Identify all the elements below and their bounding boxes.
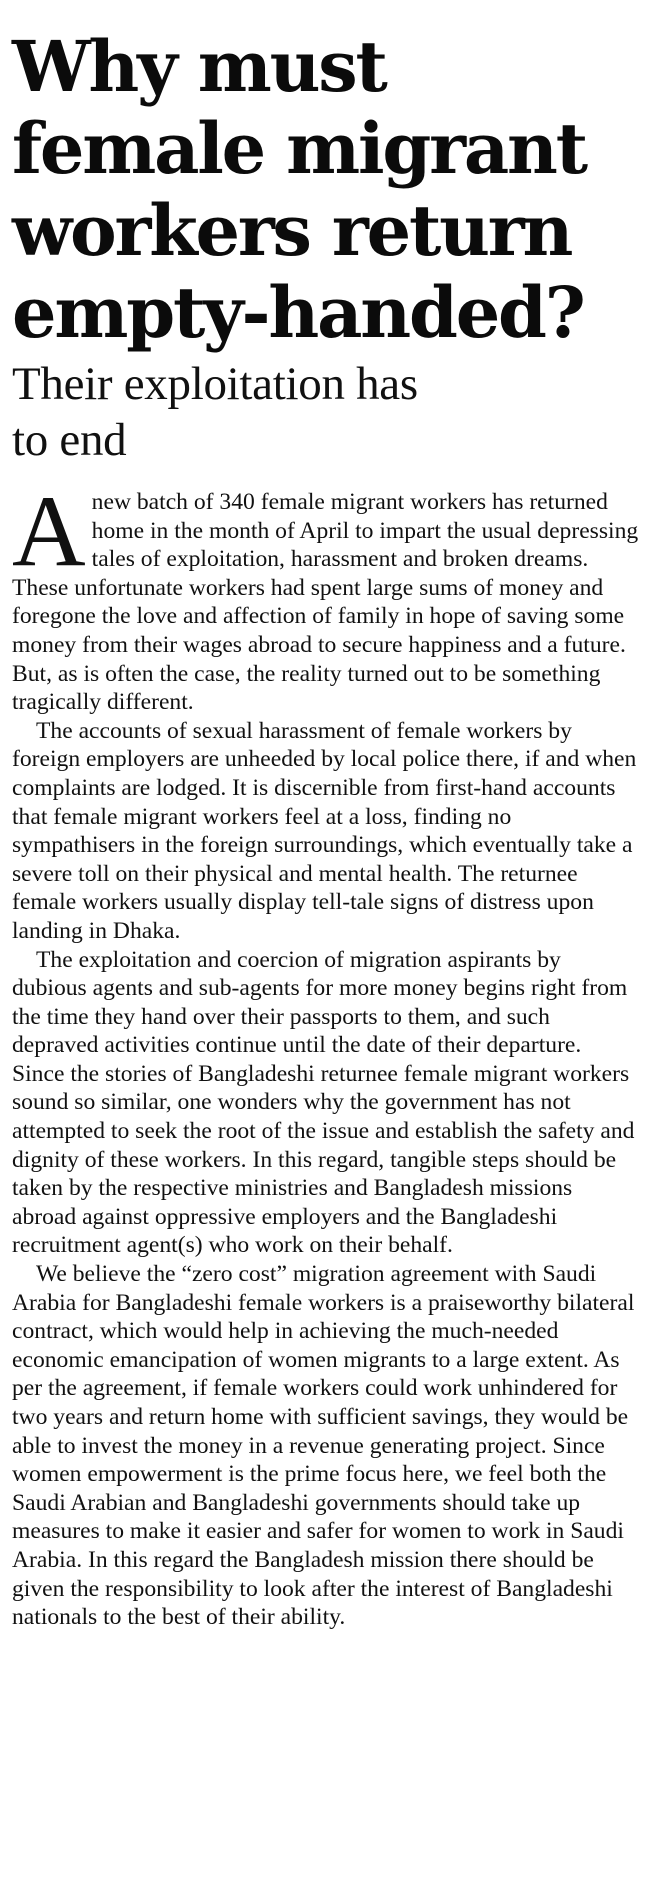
- subheadline-line: Their exploitation has: [12, 358, 418, 410]
- paragraph-1: [12, 475, 639, 717]
- subheadline-line: to end: [12, 414, 127, 466]
- editorial-article: [12, 0, 639, 1632]
- headline-line: empty-handed?: [12, 271, 584, 354]
- article-body: [12, 475, 639, 1632]
- paragraph-2: The accounts of sexual harassment of female workers by foreign employers are unheeded by local police there, if and when complaints are lodged. It is discernible from first-hand accounts that female migrant workers feel at a loss, finding no sympathisers in the foreign surroundings, which eventually take a severe toll on their physical and mental health. The returnee female workers usually display tell-tale signs of distress upon landing in Dhaka.: [12, 717, 637, 944]
- headline: [12, 0, 639, 354]
- paragraph-text: new batch of 340 female migrant workers has returned home in the month of April to impart the usual depressing tales of exploitation, harassment and broken dreams. These unfortunate workers had spent large sums of money and foregone the love and affection of family in hope of saving some money from their wages abroad to secure happiness and a future. But, as is often the case, the reality turned out to be something tragically different.: [12, 489, 639, 716]
- headline-line: female migrant: [12, 107, 586, 190]
- drop-cap: A: [12, 475, 86, 588]
- paragraph-4: We believe the “zero cost” migration agreement with Saudi Arabia for Bangladeshi female workers is a praiseworthy bilateral contract, which would help in achieving the much-needed economic emancipation of women migrants to a large extent. As per the agreement, if female workers could work unhindered for two years and return home with sufficient savings, they would be able to invest the money in a revenue generating project. Since women empowerment is the prime focus here, we feel both the Saudi Arabian and Bangladeshi governments should take up measures to make it easier and safer for women to work in Saudi Arabia. In this regard the Bangladesh mission there should be given the responsibility to look after the interest of Bangladeshi nationals to the best of their ability.: [12, 1261, 635, 1631]
- headline-line: workers return: [12, 189, 572, 272]
- paragraph-3: The exploitation and coercion of migration aspirants by dubious agents and sub-agents for more money begins right from the time they hand over their passports to them, and such depraved activities continue until the date of their departure. Since the stories of Bangladeshi returnee female migrant workers sound so similar, one wonders why the government has not attempted to seek the root of the issue and establish the safety and dignity of these workers. In this regard, tangible steps should be taken by the respective ministries and Bangladesh missions abroad against oppressive employers and the Bangladeshi recruitment agent(s) who work on their behalf.: [12, 946, 635, 1259]
- subheadline: [12, 356, 639, 468]
- headline-line: Why must: [12, 25, 386, 108]
